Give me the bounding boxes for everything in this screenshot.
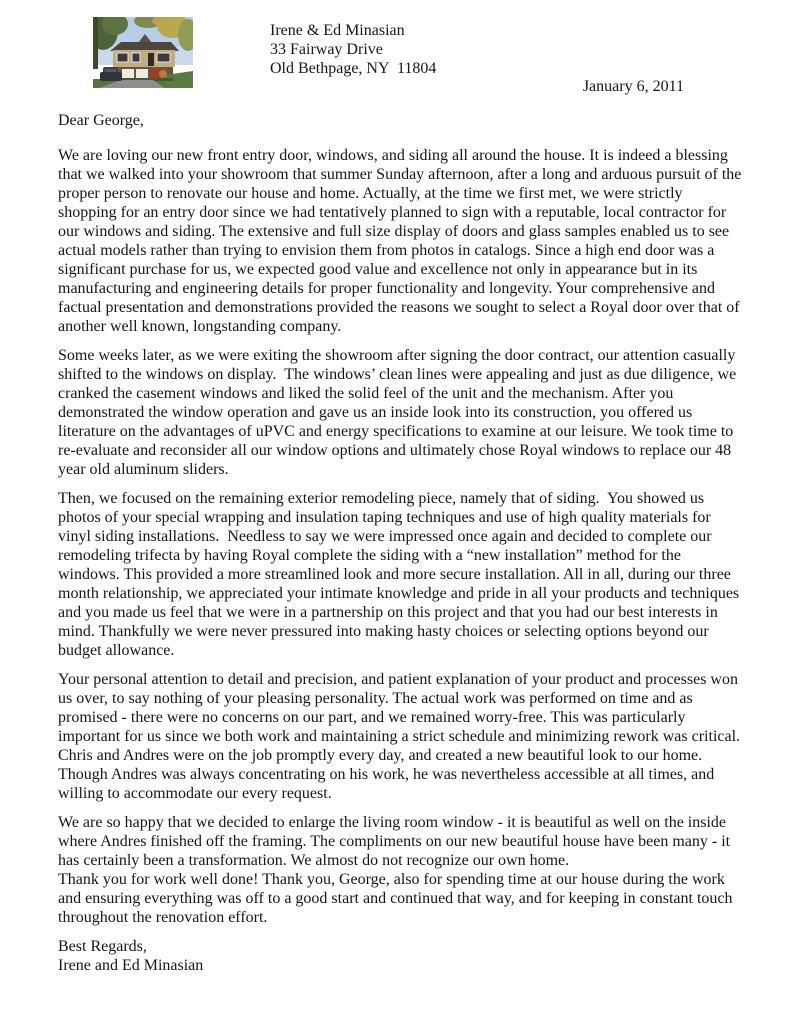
signature-name: Irene and Ed Minasian	[58, 957, 204, 974]
closing-phrase: Best Regards,	[58, 938, 147, 955]
letter-body	[58, 111, 746, 975]
sender-city-state-zip: Old Bethpage, NY 11804	[270, 60, 437, 77]
letter-paragraph: Your personal attention to detail and precision, and patient explanation of your product and processes won us over, to say nothing of your pleasing personality. The actual work was performed on time and as promised - there were no concerns on our part, and we remained worry-free. This was particularly important for us since we both work and maintaining a strict schedule and minimizing rework was critical. Chris and Andres were on the job promptly every day, and created a new beautiful look to our home. Though Andres was always concentrating on his work, he was nevertheless accessible at all times, and willing to accommodate our every request.	[58, 671, 745, 802]
sender-name: Irene & Ed Minasian	[270, 22, 405, 39]
salutation: Dear George,	[58, 112, 144, 129]
closing-block	[58, 937, 742, 975]
letter-date: January 6, 2011	[582, 78, 684, 95]
sender-address-block	[270, 21, 436, 78]
letter-paragraph: Thank you for work well done! Thank you, George, also for spending time at our house during the work and ensuring everything was off to a good start and continued that way, and for keeping in constant touch throughout the renovation effort.	[58, 871, 737, 926]
letter-paragraph: Then, we focused on the remaining exterior remodeling piece, namely that of siding. You showed us photos of your special wrapping and insulation taping techniques and use of high quality materials for vinyl siding installations. Needless to say we were impressed once again and decided to complete our remodeling trifecta by having Royal complete the siding with a “new installation” method for the windows. This provided a more streamlined look and more secure installation. All in all, during our three month relationship, we appreciated your intimate knowledge and pride in all your products and techniques and you made us feel that we were in a partnership on this project and that you had our best interests in mind. Thankfully we were never pressured into making hasty choices or selecting options beyond our budget allowance.	[58, 490, 744, 659]
letter-paragraph: Some weeks later, as we were exiting the showroom after signing the door contract, our attention casually shifted to the windows on display. The windows’ clean lines were appealing and just as due diligence, we cranked the casement windows and liked the solid feel of the unit and the mechanism. After you demonstrated the window operation and gave us an inside look into its construction, you offered us literature on the advantages of uPVC and energy specifications to examine at our leisure. We took time to re-evaluate and reconsider all our window options and ultimately chose Royal windows to replace our 48 year old aluminum sliders.	[58, 347, 741, 478]
sender-street: 33 Fairway Drive	[270, 41, 383, 58]
letter-paragraph: We are so happy that we decided to enlarge the living room window - it is beautiful as well on the inside where Andres finished off the framing. The compliments on our new beautiful house have been many - it has certainly been a transformation. We almost do not recognize our own home.	[58, 814, 735, 869]
letter-paragraph: We are loving our new front entry door, windows, and siding all around the house. It is indeed a blessing that we walked into your showroom that summer Sunday afternoon, after a long and arduous pursuit of the proper person to renovate our house and home. Actually, at the time we first met, we were strictly shopping for an entry door since we had tentatively planned to sign with a reputable, local contractor for our windows and siding. The extensive and full size display of doors and glass samples enabled us to see actual models rather than trying to envision them from photos in catalogs. Since a high end door was a significant purchase for us, we expected good value and excellence not only in appearance but in its manufacturing and engineering details for proper functionality and longevity. Your comprehensive and factual presentation and demonstrations provided the reasons we sought to select a Royal door over that of another well known, longstanding company.	[58, 147, 746, 335]
